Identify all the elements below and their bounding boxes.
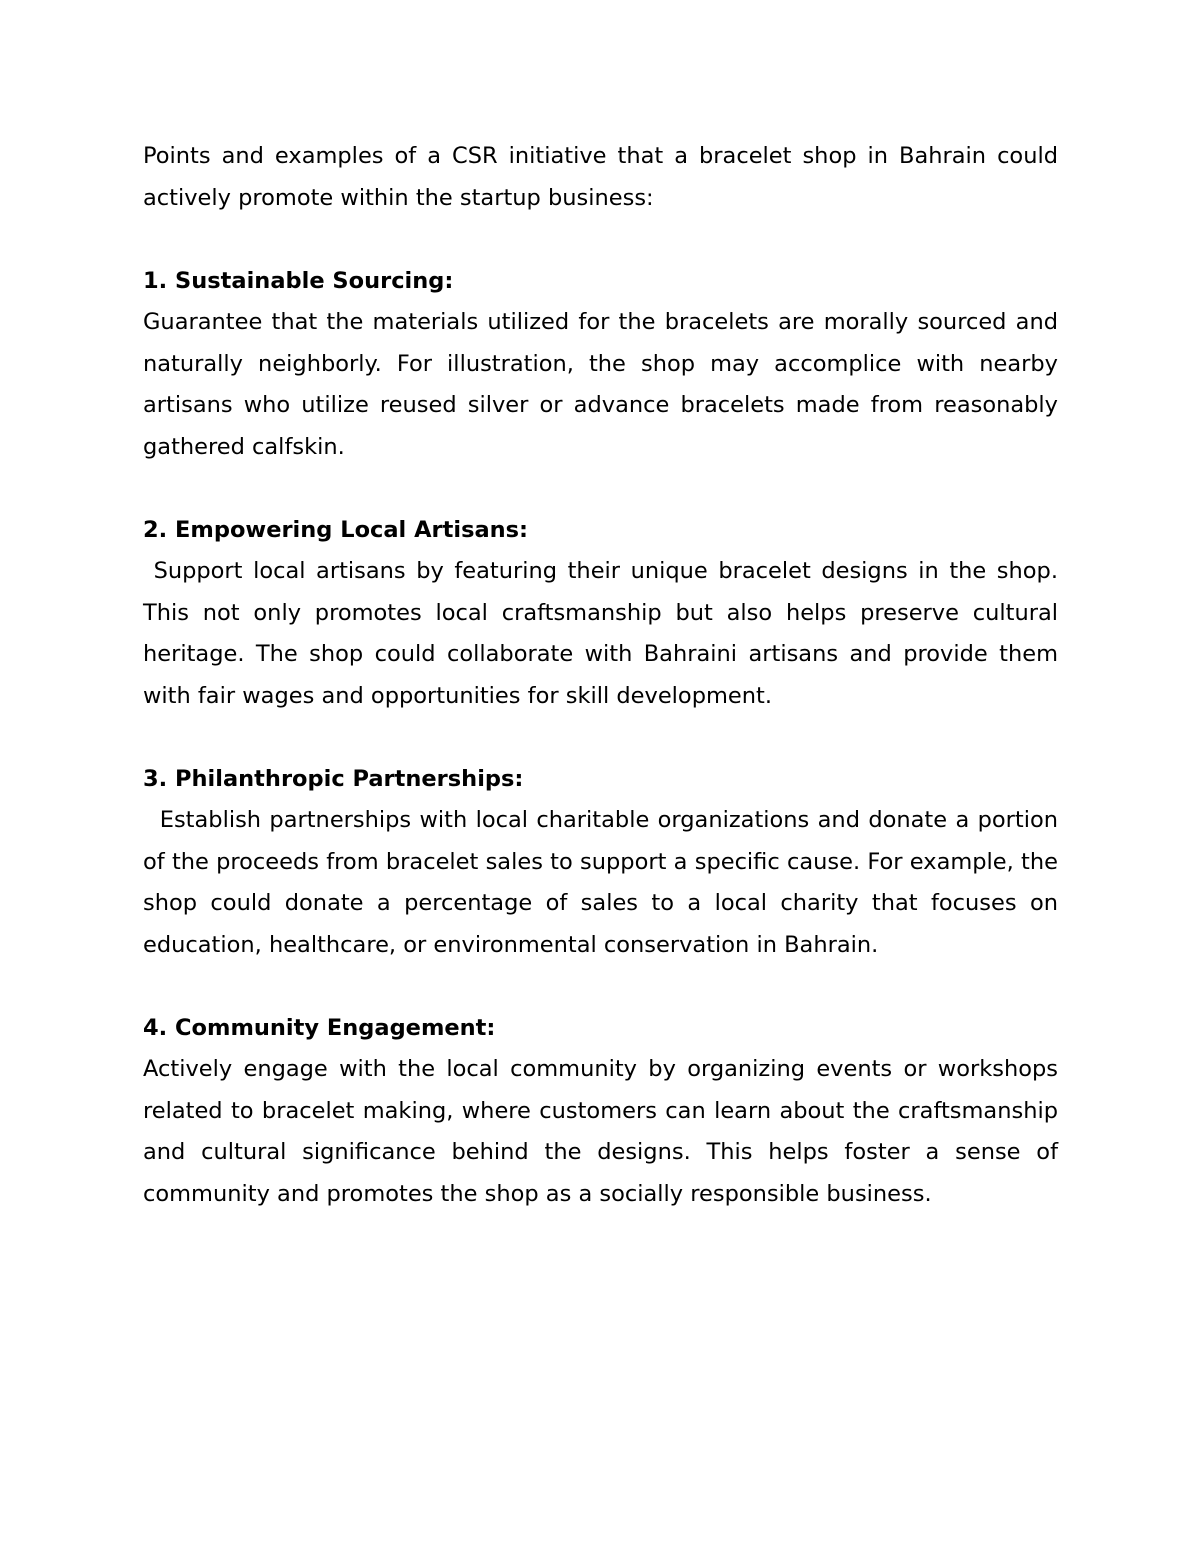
section-philanthropic-partnerships: [143, 759, 1066, 967]
spacer: [143, 717, 1058, 759]
section-body: Support local artisans by featuring their unique bracelet designs in the shop. This not only promotes local craftsmanship but also helps preserve cultural heritage. The shop could collaborate with Bahraini artisans and provide them with fair wages and opportunities for skill development.: [143, 558, 1066, 709]
section-heading: 1. Sustainable Sourcing:: [143, 267, 454, 294]
section-body: Guarantee that the materials utilized for the bracelets are morally sourced and naturally neighborly. For illustration, the shop may accomplice with nearby artisans who utilize reused silver or advance bracelets made from reasonably gathered calfskin.: [143, 309, 1066, 460]
spacer: [143, 468, 1058, 510]
spacer: [143, 219, 1058, 261]
section-community-engagement: [143, 1008, 1066, 1216]
document-page: [143, 136, 1066, 1215]
intro-paragraph: Points and examples of a CSR initiative that a bracelet shop in Bahrain could actively promote within the startup business:: [143, 143, 1058, 211]
section-body: Establish partnerships with local charitable organizations and donate a portion of the proceeds from bracelet sales to support a specific cause. For example, the shop could donate a percentage of sales to a local charity that focuses on education, healthcare, or environmental conservation in Bahrain.: [143, 807, 1066, 958]
section-empowering-local-artisans: [143, 510, 1066, 718]
section-body: Actively engage with the local community by organizing events or workshops related to bracelet making, where customers can learn about the craftsmanship and cultural significance behind the designs. This helps foster a sense of community and promotes the shop as a socially responsible business.: [143, 1056, 1066, 1207]
section-heading: 4. Community Engagement:: [143, 1014, 496, 1041]
section-heading: 2. Empowering Local Artisans:: [143, 516, 529, 543]
section-heading: 3. Philanthropic Partnerships:: [143, 765, 524, 792]
section-sustainable-sourcing: [143, 261, 1066, 469]
spacer: [143, 966, 1058, 1008]
